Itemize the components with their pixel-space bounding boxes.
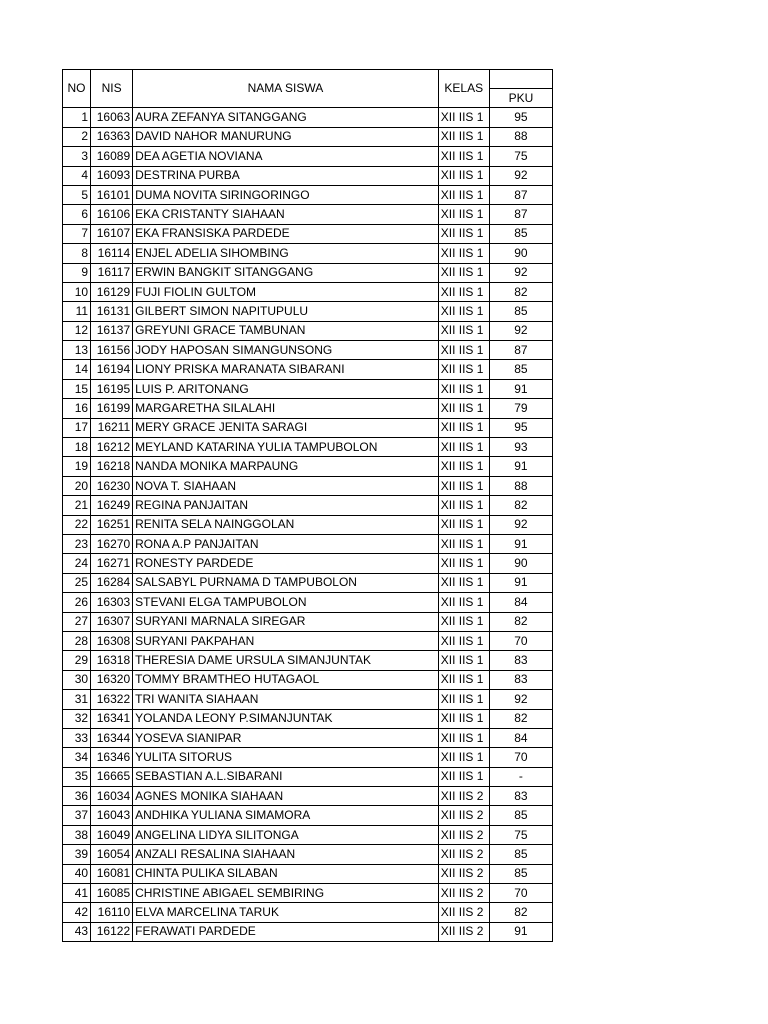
cell-nis: 16114 bbox=[91, 244, 133, 263]
cell-nama: TRI WANITA SIAHAAN bbox=[133, 690, 439, 709]
table-row bbox=[63, 593, 553, 612]
table-row bbox=[63, 399, 553, 418]
cell-no: 25 bbox=[63, 573, 91, 592]
table-row bbox=[63, 515, 553, 534]
cell-no: 28 bbox=[63, 631, 91, 650]
cell-pku: 83 bbox=[489, 670, 552, 689]
cell-nis: 16137 bbox=[91, 321, 133, 340]
cell-nis: 16034 bbox=[91, 787, 133, 806]
cell-nama: EKA CRISTANTY SIAHAAN bbox=[133, 205, 439, 224]
cell-nama: AGNES MONIKA SIAHAAN bbox=[133, 787, 439, 806]
table-row bbox=[63, 282, 553, 301]
cell-nis: 16341 bbox=[91, 709, 133, 728]
cell-no: 30 bbox=[63, 670, 91, 689]
table-row bbox=[63, 108, 553, 127]
table-row bbox=[63, 864, 553, 883]
cell-pku: 91 bbox=[489, 457, 552, 476]
cell-pku: 75 bbox=[489, 825, 552, 844]
table-row bbox=[63, 224, 553, 243]
cell-nis: 16089 bbox=[91, 147, 133, 166]
cell-no: 3 bbox=[63, 147, 91, 166]
cell-nis: 16346 bbox=[91, 748, 133, 767]
cell-nis: 16303 bbox=[91, 593, 133, 612]
cell-kelas: XII IIS 1 bbox=[438, 728, 489, 747]
cell-kelas: XII IIS 1 bbox=[438, 554, 489, 573]
cell-kelas: XII IIS 2 bbox=[438, 903, 489, 922]
cell-nis: 16308 bbox=[91, 631, 133, 650]
cell-nama: ELVA MARCELINA TARUK bbox=[133, 903, 439, 922]
cell-no: 32 bbox=[63, 709, 91, 728]
cell-pku: 91 bbox=[489, 573, 552, 592]
cell-nis: 16199 bbox=[91, 399, 133, 418]
cell-nama: THERESIA DAME URSULA SIMANJUNTAK bbox=[133, 651, 439, 670]
cell-pku: 92 bbox=[489, 515, 552, 534]
table-row bbox=[63, 379, 553, 398]
cell-nama: ANDHIKA YULIANA SIMAMORA bbox=[133, 806, 439, 825]
cell-nis: 16363 bbox=[91, 127, 133, 146]
cell-nama: SALSABYL PURNAMA D TAMPUBOLON bbox=[133, 573, 439, 592]
cell-nama: YOLANDA LEONY P.SIMANJUNTAK bbox=[133, 709, 439, 728]
cell-kelas: XII IIS 1 bbox=[438, 748, 489, 767]
cell-pku: 87 bbox=[489, 341, 552, 360]
table-row bbox=[63, 767, 553, 786]
cell-no: 12 bbox=[63, 321, 91, 340]
cell-nama: GREYUNI GRACE TAMBUNAN bbox=[133, 321, 439, 340]
cell-pku: 83 bbox=[489, 787, 552, 806]
cell-kelas: XII IIS 2 bbox=[438, 825, 489, 844]
cell-no: 14 bbox=[63, 360, 91, 379]
cell-nama: ERWIN BANGKIT SITANGGANG bbox=[133, 263, 439, 282]
table-row bbox=[63, 476, 553, 495]
table-row bbox=[63, 244, 553, 263]
cell-kelas: XII IIS 1 bbox=[438, 690, 489, 709]
table-row bbox=[63, 903, 553, 922]
cell-nis: 16085 bbox=[91, 884, 133, 903]
cell-pku: 85 bbox=[489, 864, 552, 883]
cell-kelas: XII IIS 1 bbox=[438, 166, 489, 185]
table-body bbox=[63, 108, 553, 942]
cell-no: 19 bbox=[63, 457, 91, 476]
cell-no: 5 bbox=[63, 185, 91, 204]
cell-nama: CHRISTINE ABIGAEL SEMBIRING bbox=[133, 884, 439, 903]
cell-pku: 95 bbox=[489, 108, 552, 127]
cell-kelas: XII IIS 1 bbox=[438, 244, 489, 263]
cell-nis: 16122 bbox=[91, 922, 133, 941]
cell-nama: NOVA T. SIAHAAN bbox=[133, 476, 439, 495]
cell-nis: 16218 bbox=[91, 457, 133, 476]
cell-nis: 16131 bbox=[91, 302, 133, 321]
cell-nama: FERAWATI PARDEDE bbox=[133, 922, 439, 941]
table-row bbox=[63, 922, 553, 941]
cell-kelas: XII IIS 1 bbox=[438, 399, 489, 418]
cell-nama: RONESTY PARDEDE bbox=[133, 554, 439, 573]
cell-nama: FUJI FIOLIN GULTOM bbox=[133, 282, 439, 301]
cell-pku: 79 bbox=[489, 399, 552, 418]
cell-no: 8 bbox=[63, 244, 91, 263]
cell-nama: SURYANI PAKPAHAN bbox=[133, 631, 439, 650]
cell-nis: 16665 bbox=[91, 767, 133, 786]
cell-pku: 91 bbox=[489, 379, 552, 398]
cell-nis: 16093 bbox=[91, 166, 133, 185]
cell-pku: - bbox=[489, 767, 552, 786]
cell-pku: 92 bbox=[489, 321, 552, 340]
cell-nis: 16318 bbox=[91, 651, 133, 670]
cell-nama: ENJEL ADELIA SIHOMBING bbox=[133, 244, 439, 263]
cell-nama: ANZALI RESALINA SIAHAAN bbox=[133, 845, 439, 864]
cell-nama: LUIS P. ARITONANG bbox=[133, 379, 439, 398]
cell-pku: 82 bbox=[489, 612, 552, 631]
cell-kelas: XII IIS 1 bbox=[438, 496, 489, 515]
table-row bbox=[63, 147, 553, 166]
table-row bbox=[63, 534, 553, 553]
cell-nis: 16320 bbox=[91, 670, 133, 689]
cell-no: 33 bbox=[63, 728, 91, 747]
cell-kelas: XII IIS 1 bbox=[438, 341, 489, 360]
cell-nama: RENITA SELA NAINGGOLAN bbox=[133, 515, 439, 534]
cell-pku: 85 bbox=[489, 224, 552, 243]
cell-nama: MEYLAND KATARINA YULIA TAMPUBOLON bbox=[133, 438, 439, 457]
cell-kelas: XII IIS 1 bbox=[438, 263, 489, 282]
cell-nama: TOMMY BRAMTHEO HUTAGAOL bbox=[133, 670, 439, 689]
cell-pku: 85 bbox=[489, 360, 552, 379]
cell-no: 4 bbox=[63, 166, 91, 185]
cell-kelas: XII IIS 1 bbox=[438, 360, 489, 379]
cell-kelas: XII IIS 2 bbox=[438, 806, 489, 825]
cell-no: 22 bbox=[63, 515, 91, 534]
table-row bbox=[63, 845, 553, 864]
table-row bbox=[63, 554, 553, 573]
cell-no: 26 bbox=[63, 593, 91, 612]
cell-nis: 16129 bbox=[91, 282, 133, 301]
table-row bbox=[63, 651, 553, 670]
cell-pku: 87 bbox=[489, 205, 552, 224]
cell-pku: 92 bbox=[489, 263, 552, 282]
cell-no: 1 bbox=[63, 108, 91, 127]
cell-nama: RONA A.P PANJAITAN bbox=[133, 534, 439, 553]
cell-pku: 90 bbox=[489, 554, 552, 573]
table-row bbox=[63, 748, 553, 767]
cell-kelas: XII IIS 1 bbox=[438, 438, 489, 457]
cell-no: 15 bbox=[63, 379, 91, 398]
cell-nis: 16344 bbox=[91, 728, 133, 747]
table-row bbox=[63, 438, 553, 457]
cell-no: 6 bbox=[63, 205, 91, 224]
table-row bbox=[63, 360, 553, 379]
cell-no: 20 bbox=[63, 476, 91, 495]
cell-nis: 16211 bbox=[91, 418, 133, 437]
cell-nis: 16049 bbox=[91, 825, 133, 844]
cell-kelas: XII IIS 1 bbox=[438, 418, 489, 437]
header-pku: PKU bbox=[489, 89, 552, 108]
table-row bbox=[63, 728, 553, 747]
cell-kelas: XII IIS 1 bbox=[438, 205, 489, 224]
cell-nama: YULITA SITORUS bbox=[133, 748, 439, 767]
cell-kelas: XII IIS 1 bbox=[438, 593, 489, 612]
cell-kelas: XII IIS 1 bbox=[438, 534, 489, 553]
table-row bbox=[63, 612, 553, 631]
table-row bbox=[63, 884, 553, 903]
cell-pku: 82 bbox=[489, 903, 552, 922]
cell-nama: DEA AGETIA NOVIANA bbox=[133, 147, 439, 166]
cell-kelas: XII IIS 1 bbox=[438, 767, 489, 786]
cell-pku: 87 bbox=[489, 185, 552, 204]
cell-no: 42 bbox=[63, 903, 91, 922]
cell-kelas: XII IIS 1 bbox=[438, 515, 489, 534]
cell-pku: 85 bbox=[489, 845, 552, 864]
cell-no: 17 bbox=[63, 418, 91, 437]
cell-nama: EKA FRANSISKA PARDEDE bbox=[133, 224, 439, 243]
cell-kelas: XII IIS 1 bbox=[438, 612, 489, 631]
cell-nis: 16107 bbox=[91, 224, 133, 243]
table-header bbox=[63, 70, 553, 108]
student-grades-table bbox=[62, 69, 553, 942]
table-row bbox=[63, 631, 553, 650]
cell-no: 35 bbox=[63, 767, 91, 786]
cell-kelas: XII IIS 1 bbox=[438, 302, 489, 321]
cell-nis: 16249 bbox=[91, 496, 133, 515]
table-row bbox=[63, 205, 553, 224]
cell-nama: GILBERT SIMON NAPITUPULU bbox=[133, 302, 439, 321]
cell-pku: 70 bbox=[489, 748, 552, 767]
cell-pku: 92 bbox=[489, 166, 552, 185]
cell-kelas: XII IIS 2 bbox=[438, 922, 489, 941]
cell-no: 31 bbox=[63, 690, 91, 709]
cell-pku: 84 bbox=[489, 728, 552, 747]
cell-kelas: XII IIS 1 bbox=[438, 224, 489, 243]
header-kelas: KELAS bbox=[438, 70, 489, 108]
cell-nama: JODY HAPOSAN SIMANGUNSONG bbox=[133, 341, 439, 360]
cell-kelas: XII IIS 1 bbox=[438, 709, 489, 728]
cell-pku: 82 bbox=[489, 282, 552, 301]
cell-nama: SEBASTIAN A.L.SIBARANI bbox=[133, 767, 439, 786]
cell-kelas: XII IIS 1 bbox=[438, 670, 489, 689]
header-nis: NIS bbox=[91, 70, 133, 108]
cell-no: 43 bbox=[63, 922, 91, 941]
cell-no: 10 bbox=[63, 282, 91, 301]
header-no: NO bbox=[63, 70, 91, 108]
cell-kelas: XII IIS 1 bbox=[438, 282, 489, 301]
cell-no: 9 bbox=[63, 263, 91, 282]
cell-no: 40 bbox=[63, 864, 91, 883]
cell-pku: 91 bbox=[489, 534, 552, 553]
cell-nis: 16284 bbox=[91, 573, 133, 592]
cell-nis: 16117 bbox=[91, 263, 133, 282]
cell-kelas: XII IIS 1 bbox=[438, 127, 489, 146]
cell-nama: STEVANI ELGA TAMPUBOLON bbox=[133, 593, 439, 612]
cell-nis: 16063 bbox=[91, 108, 133, 127]
cell-nama: MERY GRACE JENITA SARAGI bbox=[133, 418, 439, 437]
cell-no: 21 bbox=[63, 496, 91, 515]
cell-nis: 16251 bbox=[91, 515, 133, 534]
table-row bbox=[63, 166, 553, 185]
cell-nama: DESTRINA PURBA bbox=[133, 166, 439, 185]
cell-no: 38 bbox=[63, 825, 91, 844]
table-row bbox=[63, 787, 553, 806]
table-row bbox=[63, 263, 553, 282]
cell-nama: YOSEVA SIANIPAR bbox=[133, 728, 439, 747]
cell-nis: 16101 bbox=[91, 185, 133, 204]
cell-pku: 88 bbox=[489, 127, 552, 146]
cell-kelas: XII IIS 1 bbox=[438, 379, 489, 398]
cell-no: 39 bbox=[63, 845, 91, 864]
cell-nama: MARGARETHA SILALAHI bbox=[133, 399, 439, 418]
cell-nama: DUMA NOVITA SIRINGORINGO bbox=[133, 185, 439, 204]
cell-nis: 16307 bbox=[91, 612, 133, 631]
cell-nis: 16081 bbox=[91, 864, 133, 883]
table-row bbox=[63, 690, 553, 709]
cell-nis: 16194 bbox=[91, 360, 133, 379]
header-blank bbox=[489, 70, 552, 89]
cell-no: 7 bbox=[63, 224, 91, 243]
cell-kelas: XII IIS 1 bbox=[438, 321, 489, 340]
cell-kelas: XII IIS 2 bbox=[438, 787, 489, 806]
cell-pku: 92 bbox=[489, 690, 552, 709]
table-row bbox=[63, 302, 553, 321]
cell-kelas: XII IIS 1 bbox=[438, 147, 489, 166]
cell-no: 29 bbox=[63, 651, 91, 670]
cell-pku: 88 bbox=[489, 476, 552, 495]
cell-no: 11 bbox=[63, 302, 91, 321]
cell-no: 34 bbox=[63, 748, 91, 767]
cell-nis: 16322 bbox=[91, 690, 133, 709]
table-row bbox=[63, 127, 553, 146]
cell-pku: 70 bbox=[489, 631, 552, 650]
cell-nama: AURA ZEFANYA SITANGGANG bbox=[133, 108, 439, 127]
cell-nama: SURYANI MARNALA SIREGAR bbox=[133, 612, 439, 631]
cell-pku: 70 bbox=[489, 884, 552, 903]
cell-nis: 16043 bbox=[91, 806, 133, 825]
cell-kelas: XII IIS 2 bbox=[438, 845, 489, 864]
cell-nama: ANGELINA LIDYA SILITONGA bbox=[133, 825, 439, 844]
cell-nis: 16054 bbox=[91, 845, 133, 864]
cell-kelas: XII IIS 1 bbox=[438, 185, 489, 204]
cell-kelas: XII IIS 1 bbox=[438, 573, 489, 592]
cell-nama: NANDA MONIKA MARPAUNG bbox=[133, 457, 439, 476]
cell-pku: 83 bbox=[489, 651, 552, 670]
cell-no: 41 bbox=[63, 884, 91, 903]
cell-pku: 84 bbox=[489, 593, 552, 612]
cell-kelas: XII IIS 1 bbox=[438, 108, 489, 127]
cell-nama: DAVID NAHOR MANURUNG bbox=[133, 127, 439, 146]
cell-kelas: XII IIS 1 bbox=[438, 651, 489, 670]
cell-nis: 16212 bbox=[91, 438, 133, 457]
cell-kelas: XII IIS 1 bbox=[438, 476, 489, 495]
cell-nis: 16270 bbox=[91, 534, 133, 553]
cell-nama: LIONY PRISKA MARANATA SIBARANI bbox=[133, 360, 439, 379]
cell-nis: 16230 bbox=[91, 476, 133, 495]
cell-nis: 16195 bbox=[91, 379, 133, 398]
table-row bbox=[63, 321, 553, 340]
cell-no: 13 bbox=[63, 341, 91, 360]
cell-nis: 16106 bbox=[91, 205, 133, 224]
cell-no: 2 bbox=[63, 127, 91, 146]
table-row bbox=[63, 418, 553, 437]
cell-kelas: XII IIS 1 bbox=[438, 631, 489, 650]
table-row bbox=[63, 825, 553, 844]
cell-pku: 93 bbox=[489, 438, 552, 457]
cell-no: 24 bbox=[63, 554, 91, 573]
cell-kelas: XII IIS 2 bbox=[438, 864, 489, 883]
cell-pku: 85 bbox=[489, 302, 552, 321]
cell-nis: 16271 bbox=[91, 554, 133, 573]
cell-pku: 91 bbox=[489, 922, 552, 941]
cell-pku: 75 bbox=[489, 147, 552, 166]
cell-no: 23 bbox=[63, 534, 91, 553]
table-row bbox=[63, 457, 553, 476]
table-row bbox=[63, 670, 553, 689]
cell-no: 37 bbox=[63, 806, 91, 825]
cell-nama: REGINA PANJAITAN bbox=[133, 496, 439, 515]
cell-no: 16 bbox=[63, 399, 91, 418]
cell-nis: 16156 bbox=[91, 341, 133, 360]
table-row bbox=[63, 341, 553, 360]
header-nama: NAMA SISWA bbox=[133, 70, 439, 108]
table-row bbox=[63, 806, 553, 825]
cell-pku: 82 bbox=[489, 496, 552, 515]
table-row bbox=[63, 496, 553, 515]
table-row bbox=[63, 573, 553, 592]
cell-pku: 90 bbox=[489, 244, 552, 263]
cell-nis: 16110 bbox=[91, 903, 133, 922]
cell-pku: 95 bbox=[489, 418, 552, 437]
cell-no: 27 bbox=[63, 612, 91, 631]
cell-kelas: XII IIS 2 bbox=[438, 884, 489, 903]
cell-no: 36 bbox=[63, 787, 91, 806]
table-row bbox=[63, 185, 553, 204]
cell-no: 18 bbox=[63, 438, 91, 457]
cell-pku: 85 bbox=[489, 806, 552, 825]
cell-pku: 82 bbox=[489, 709, 552, 728]
cell-kelas: XII IIS 1 bbox=[438, 457, 489, 476]
table-row bbox=[63, 709, 553, 728]
cell-nama: CHINTA PULIKA SILABAN bbox=[133, 864, 439, 883]
